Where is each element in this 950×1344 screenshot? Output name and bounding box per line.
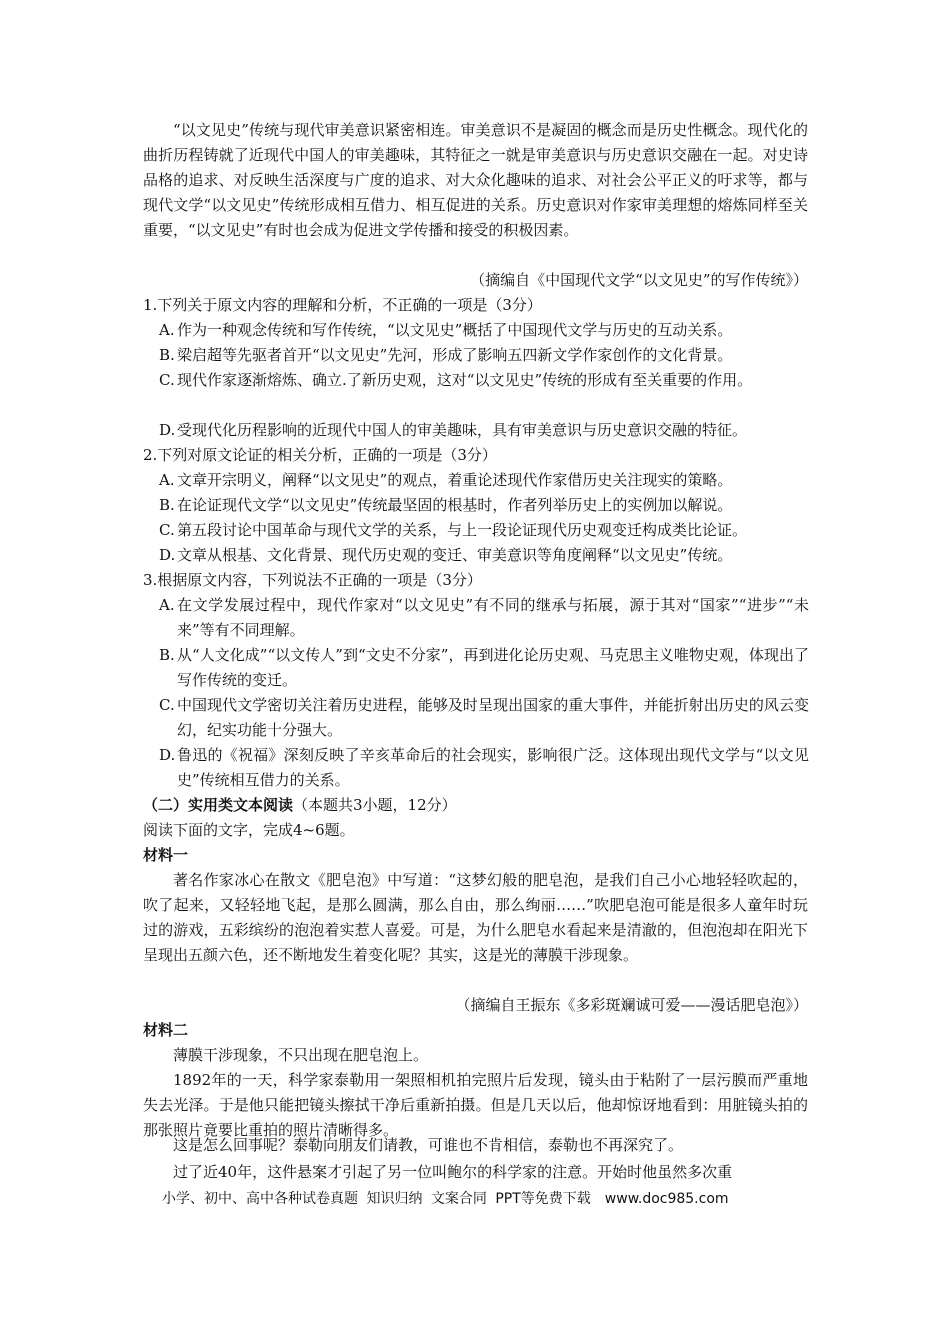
question-2-option-d (159, 543, 809, 568)
material-2-paragraph: 1892年的一天，科学家泰勒用一架照相机拍完照片后发现，镜头由于粘附了一层污膜而严重地失去光泽。于是他只能把镜头擦拭干净后重新拍摄。但是几天以后，他却惊讶地看到：用脏镜头拍的那张照片竟要比重拍的照片清晰得多。 (143, 1071, 808, 1139)
question-3-option-a (159, 593, 809, 643)
option-label: A. (159, 321, 175, 339)
option-label: B. (159, 346, 175, 364)
material-1-paragraph: 著名作家冰心在散文《肥皂泡》中写道：“这梦幻般的肥皂泡，是我们自己小心地轻轻吹起的，吹了起来，又轻轻地飞起，是那么圆满，那么自由，那么绚丽……”吹肥皂泡可能是很多人童年时玩过的游戏，五彩缤纷的泡泡着实惹人喜爱。可是，为什么肥皂水看起来是清澈的，但泡泡却在阳光下呈现出五颜六色，还不断地发生着变化呢？其实，这是光的薄膜干涉现象。 (143, 871, 808, 964)
option-label: A. (159, 471, 175, 489)
footer-url[interactable]: www.doc985.com (604, 1191, 729, 1207)
option-text: 鲁迅的《祝福》深刻反映了辛亥革命后的社会现实，影响很广泛。这体现出现代文学与“以文见史”传统相互借力的关系。 (177, 746, 809, 789)
passage-paragraph: “以文见史”传统与现代审美意识紧密相连。审美意识不是凝固的概念而是历史性概念。现代化的曲折历程铸就了近现代中国人的审美趣味，其特征之一就是审美意识与历史意识交融在一起。对史诗品格的追求、对反映生活深度与广度的追求、对大众化趣味的追求、对社会公平正义的吁求等，都与现代文学“以文见史”传统形成相互借力、相互促进的关系。历史意识对作家审美理想的熔炼同样至关重要，“以文见史”有时也会成为促进文学传播和接受的积极因素。 (143, 121, 808, 239)
option-label: B. (159, 646, 175, 664)
material-2-paragraph: 薄膜干涉现象，不只出现在肥皂泡上。 (173, 1046, 429, 1064)
section-instruction: 阅读下面的文字，完成4~6题。 (143, 821, 355, 839)
question-1-stem: 1.下列关于原文内容的理解和分析，不正确的一项是（3分） (143, 296, 542, 314)
question-1-option-b (159, 343, 809, 368)
page-footer (162, 1188, 729, 1210)
option-text: 现代作家逐渐熔炼、确立.了新历史观，这对“以文见史”传统的形成有至关重要的作用。 (177, 371, 753, 389)
option-text: 受现代化历程影响的近现代中国人的审美趣味，具有审美意识与历史意识交融的特征。 (177, 421, 748, 439)
option-label: C. (159, 521, 175, 539)
passage-source: （摘编自《中国现代文学“以文见史”的写作传统》） (470, 271, 808, 289)
section-heading (143, 793, 457, 818)
option-label: A. (159, 596, 175, 614)
option-text: 文章开宗明义，阐释“以文见史”的观点，着重论述现代作家借历史关注现实的策略。 (177, 471, 733, 489)
option-text: 从“人文化成”“以文传人”到“文史不分家”，再到进化论历史观、马克思主义唯物史观，体现出了写作传统的变迁。 (177, 646, 809, 689)
material-1-source: （摘编自王振东《多彩斑斓诚可爱——漫话肥皂泡》） (455, 996, 808, 1014)
option-text: 作为一种观念传统和写作传统，“以文见史”概括了中国现代文学与历史的互动关系。 (177, 321, 733, 339)
question-1-option-d (159, 418, 809, 443)
option-text: 梁启超等先驱者首开“以文见史”先河，形成了影响五四新文学作家创作的文化背景。 (177, 346, 733, 364)
option-label: D. (159, 546, 176, 564)
option-text: 在文学发展过程中，现代作家对“以文见史”有不同的继承与拓展，源于其对“国家”“进步”“未来”等有不同理解。 (177, 596, 809, 639)
question-2-stem: 2.下列对原文论证的相关分析，正确的一项是（3分） (143, 446, 497, 464)
option-label: C. (159, 371, 175, 389)
option-text: 在论证现代文学“以文见史”传统最坚固的根基时，作者列举历史上的实例加以解说。 (177, 496, 733, 514)
question-3-option-d (159, 743, 809, 793)
question-3-option-b (159, 643, 809, 693)
option-label: B. (159, 496, 175, 514)
option-label: C. (159, 696, 175, 714)
question-1-option-c (159, 368, 809, 393)
question-1-option-a (159, 318, 809, 343)
option-text: 文章从根基、文化背景、现代历史观的变迁、审美意识等角度阐释“以文见史”传统。 (177, 546, 733, 564)
question-2-option-b (159, 493, 809, 518)
material-2-title: 材料二 (143, 1021, 189, 1039)
material-2-paragraph: 这是怎么回事呢？泰勒向朋友们请教，可谁也不肯相信，泰勒也不再深究了。 (173, 1136, 684, 1154)
material-1-title: 材料一 (143, 846, 189, 864)
question-2-option-c (159, 518, 809, 543)
option-label: D. (159, 421, 176, 439)
footer-text: 小学、初中、高中各种试卷真题 知识归纳 文案合同 PPT等免费下载 (162, 1191, 591, 1207)
option-text: 中国现代文学密切关注着历史进程，能够及时呈现出国家的重大事件，并能折射出历史的风云变幻，纪实功能十分强大。 (177, 696, 809, 739)
question-2-option-a (159, 468, 809, 493)
section-title: （二）实用类文本阅读 (143, 796, 294, 814)
question-3-stem: 3.根据原文内容，下列说法不正确的一项是（3分） (143, 571, 482, 589)
option-label: D. (159, 746, 176, 764)
option-text: 第五段讨论中国革命与现代文学的关系，与上一段论证现代历史观变迁构成类比论证。 (177, 521, 748, 539)
question-3-option-c (159, 693, 809, 743)
material-2-paragraph: 过了近40年，这件悬案才引起了另一位叫鲍尔的科学家的注意。开始时他虽然多次重 (173, 1163, 733, 1181)
section-note: （本题共3小题，12分） (293, 796, 457, 814)
